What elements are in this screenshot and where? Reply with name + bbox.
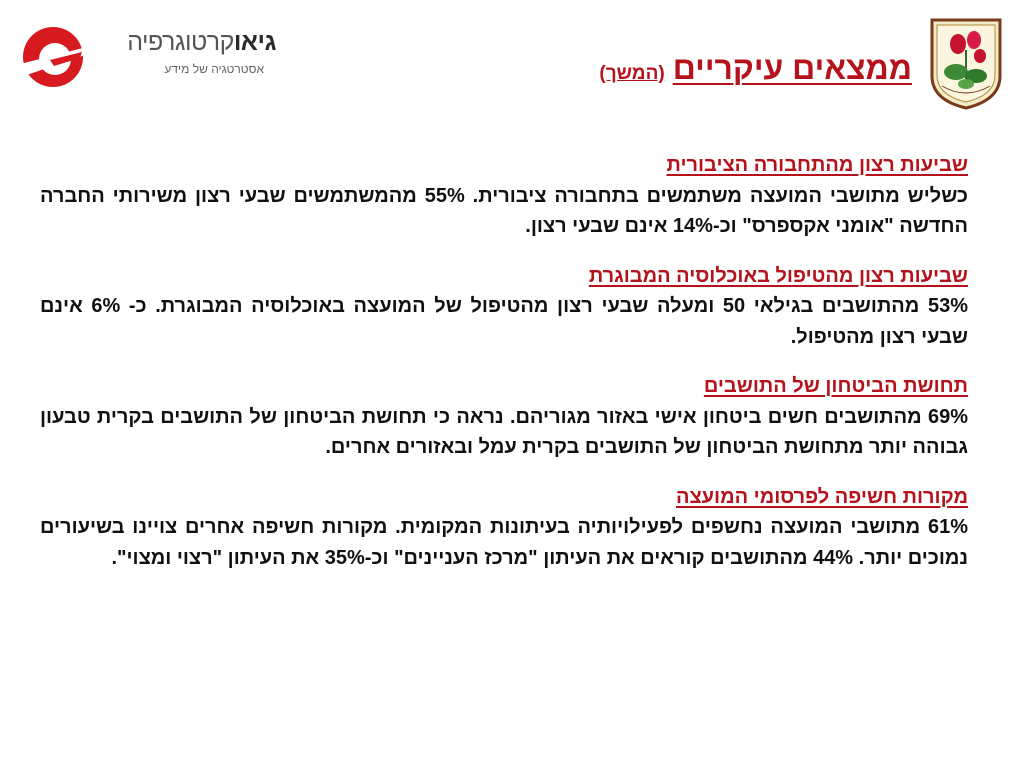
- section-body: 61% מתושבי המועצה נחשפים לפעילויותיה בעיתונות המקומית. מקורות חשיפה אחרים צויינו בשיעורים נמוכים יותר. 44% מהתושבים קוראים את העיתון "מרכז העניינים" וכ-35% את העיתון "רצוי ומצוי".: [40, 516, 968, 569]
- geocartography-logo: [20, 24, 280, 90]
- section-heading: שביעות רצון מהתחבורה הציבורית: [666, 154, 968, 176]
- section-elderly-care: [40, 261, 968, 353]
- page-title: [599, 50, 912, 87]
- section-personal-security: [40, 371, 968, 463]
- section-exposure-sources: [40, 482, 968, 574]
- section-body: 53% מהתושבים בגילאי 50 ומעלה שבעי רצון מהטיפול של המועצה באוכלוסיה המבוגרת. כ- 6% אינם שבעי רצון מהטיפול.: [40, 295, 968, 348]
- regional-council-emblem-icon: [928, 14, 1004, 110]
- page-title-continued: (המשך): [599, 63, 665, 84]
- section-body: 69% מהתושבים חשים ביטחון אישי באזור מגוריהם. נראה כי תחושת הביטחון של התושבים בקרית טבעון גבוהה יותר מתחושת הביטחון של התושבים בקרית עמל ובאזורים אחרים.: [40, 405, 968, 458]
- page-title-main: ממצאים עיקריים: [672, 50, 912, 86]
- section-heading: שביעות רצון מהטיפול באוכלוסיה המבוגרת: [588, 264, 968, 287]
- section-heading: מקורות חשיפה לפרסומי המועצה: [675, 485, 968, 508]
- geocartography-name: גיאוקרטוגרפיה: [127, 28, 276, 56]
- section-heading: תחושת הביטחון של התושבים: [703, 375, 968, 397]
- section-public-transport: [40, 150, 968, 242]
- geocartography-tagline: אסטרטגיה של מידע: [164, 62, 264, 76]
- findings-content: [40, 150, 968, 592]
- section-body: כשליש מתושבי המועצה משתמשים בתחבורה ציבורית. 55% מהמשתמשים שבעי רצון משירותי החברה החדשה "אומני אקספרס" וכ-14% אינם שבעי רצון.: [40, 184, 968, 237]
- geocartography-swoosh-icon: [20, 24, 106, 90]
